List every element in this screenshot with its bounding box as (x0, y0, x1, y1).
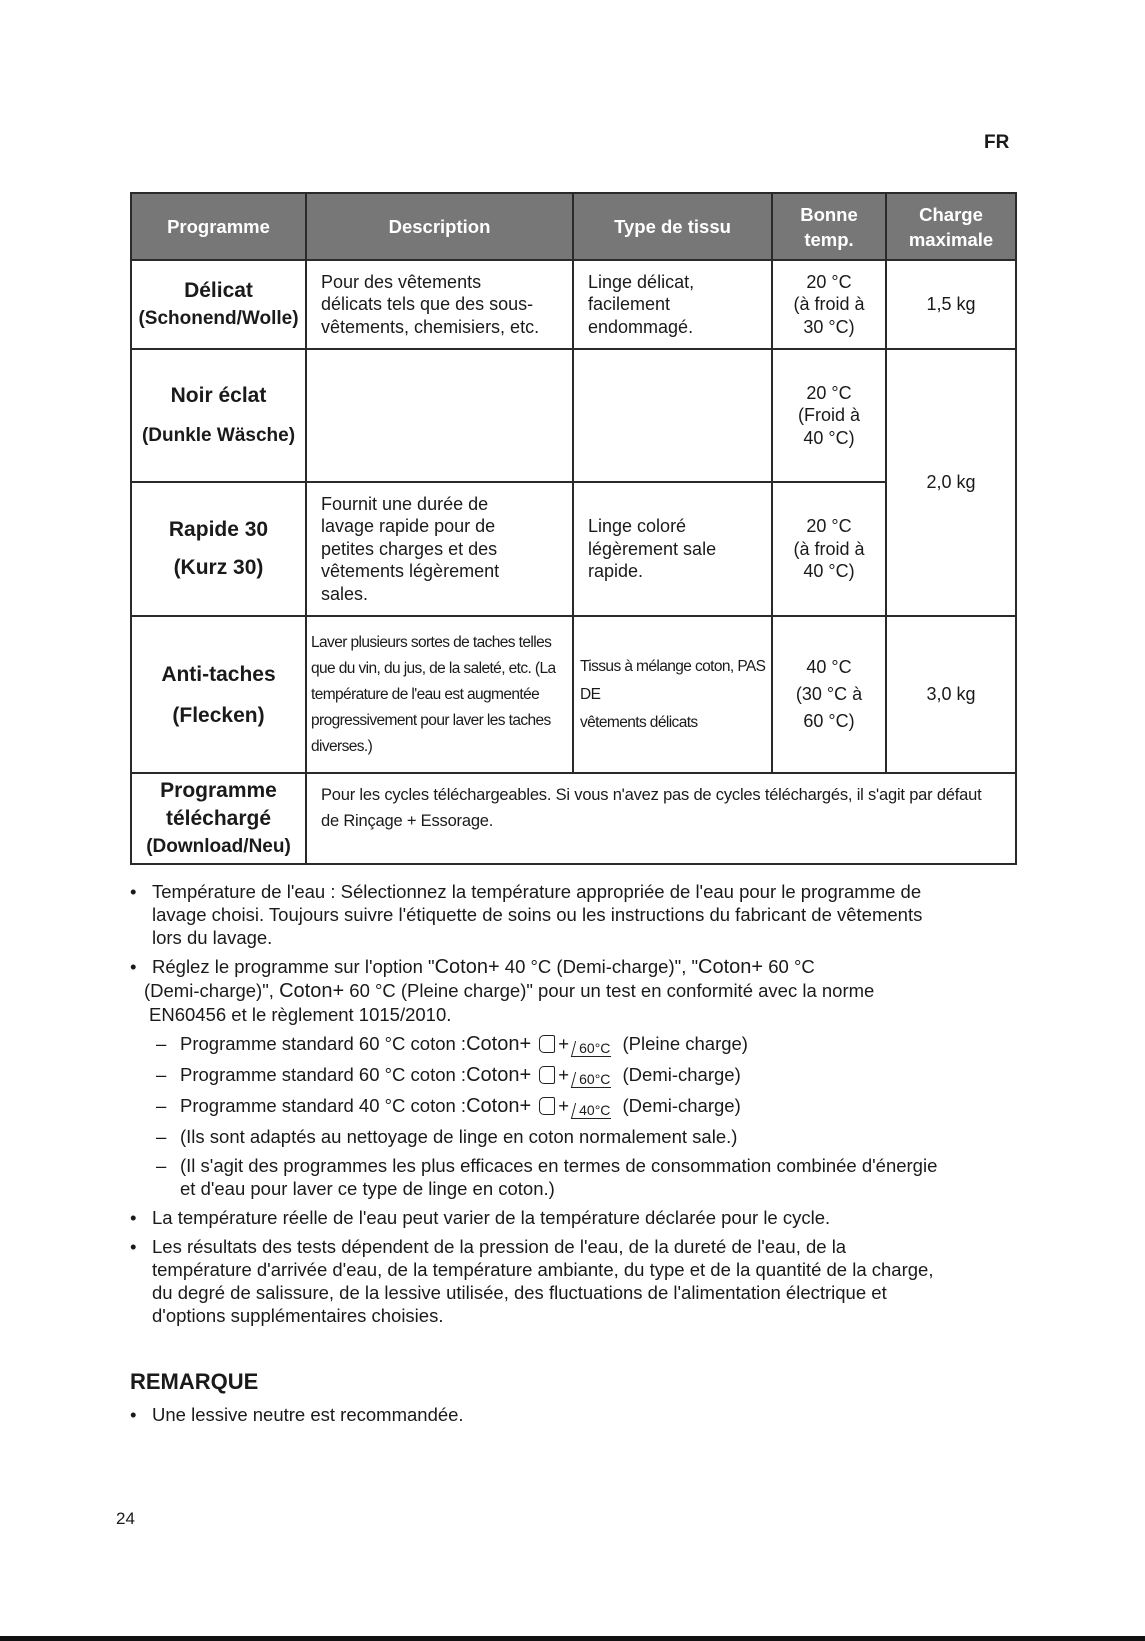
header-temp: Bonne temp. (772, 193, 886, 260)
programme-temp: 40 °C (30 °C à 60 °C) (772, 616, 886, 773)
header-load: Charge maximale (886, 193, 1016, 260)
programme-fabric (573, 349, 772, 482)
programme-temp: 20 °C (à froid à 30 °C) (772, 260, 886, 349)
programme-description: Pour les cycles téléchargeables. Si vous n'avez pas de cycles téléchargés, il s'agit par défaut de Rinçage + Essorage. (306, 773, 1016, 864)
half-load-symbol-icon (539, 1035, 555, 1053)
programme-table (130, 192, 1017, 865)
remark-list (130, 1403, 990, 1432)
programme-load-shared: 2,0 kg (886, 349, 1016, 616)
standard-programme-item: – Programme standard 40 °C coton :Coton+ + 40°C (Demi-charge) (130, 1094, 1010, 1119)
header-fabric: Type de tissu (573, 193, 772, 260)
header-programme: Programme (131, 193, 306, 260)
programme-fabric: Linge délicat, facilement endommagé. (573, 260, 772, 349)
language-code: FR (984, 132, 1010, 153)
half-load-symbol-icon (539, 1066, 555, 1084)
programme-description: Laver plusieurs sortes de taches telles que du vin, du jus, de la saleté, etc. (La température de l'eau est augmentée progressivement pour laver les taches diverses.) (306, 616, 573, 773)
standard-programme-item: – Programme standard 60 °C coton :Coton+ + 60°C (Demi-charge) (130, 1063, 1010, 1088)
note-test-programme: • Réglez le programme sur l'option "Coton+ 40 °C (Demi-charge)", "Coton+ 60 °C (Demi-charge)", Coton+ 60 °C (Pleine charge)" pour un test en conformité avec la norme EN60456 et le règlement 1015/2010. (130, 955, 1010, 1026)
bottom-border (0, 1636, 1145, 1641)
remark-item: • Une lessive neutre est recommandée. (130, 1403, 990, 1426)
table-header-row (131, 193, 1016, 260)
remark-heading: REMARQUE (130, 1369, 259, 1394)
programme-name: Délicat (Schonend/Wolle) (131, 260, 306, 349)
programme-description: Pour des vêtements délicats tels que des sous- vêtements, chemisiers, etc. (306, 260, 573, 349)
temperature-symbol-icon: 60°C (571, 1072, 616, 1088)
standard-programme-item: – Programme standard 60 °C coton :Coton+ + 60°C (Pleine charge) (130, 1032, 1010, 1057)
note-actual-temperature: • La température réelle de l'eau peut varier de la température déclarée pour le cycle. (130, 1206, 1010, 1229)
table-row (131, 616, 1016, 773)
programme-fabric: Linge coloré légèrement sale rapide. (573, 482, 772, 616)
table-row (131, 773, 1016, 864)
programme-load: 3,0 kg (886, 616, 1016, 773)
programme-description (306, 349, 573, 482)
note-test-results: • Les résultats des tests dépendent de la pression de l'eau, de la dureté de l'eau, de la température d'arrivée d'eau, de la température ambiante, du type et de la quantité de la charge, du degré de salissure, de la lessive utilisée, des fluctuations de l'alimentation électrique et d'options supplémentaires choisies. (130, 1235, 1010, 1327)
table-row (131, 260, 1016, 349)
programme-load: 1,5 kg (886, 260, 1016, 349)
temperature-symbol-icon: 60°C (571, 1041, 616, 1057)
programme-name: Anti-taches (Flecken) (131, 616, 306, 773)
programme-temp: 20 °C (Froid à 40 °C) (772, 349, 886, 482)
temperature-symbol-icon: 40°C (571, 1103, 616, 1119)
notes-section (130, 880, 1010, 1333)
note-suitable-cotton: – (Ils sont adaptés au nettoyage de linge en coton normalement sale.) (130, 1125, 1010, 1148)
programme-temp: 20 °C (à froid à 40 °C) (772, 482, 886, 616)
table-row (131, 349, 1016, 482)
page-number: 24 (116, 1509, 135, 1528)
programme-description: Fournit une durée de lavage rapide pour de petites charges et des vêtements légèrement sales. (306, 482, 573, 616)
table-row (131, 482, 1016, 616)
programme-name: Programme téléchargé (Download/Neu) (131, 773, 306, 864)
programme-fabric: Tissus à mélange coton, PAS DE vêtements délicats (573, 616, 772, 773)
note-water-temperature: • Température de l'eau : Sélectionnez la température appropriée de l'eau pour le programme de lavage choisi. Toujours suivre l'étiquette de soins ou les instructions du fabricant de vêtements lors du lavage. (130, 880, 1010, 949)
programme-name: Rapide 30 (Kurz 30) (131, 482, 306, 616)
programme-name: Noir éclat (Dunkle Wäsche) (131, 349, 306, 482)
header-description: Description (306, 193, 573, 260)
half-load-symbol-icon (539, 1097, 555, 1115)
note-efficient-programmes: – (Il s'agit des programmes les plus efficaces en termes de consommation combinée d'énergie et d'eau pour laver ce type de linge en coton.) (130, 1154, 1010, 1200)
